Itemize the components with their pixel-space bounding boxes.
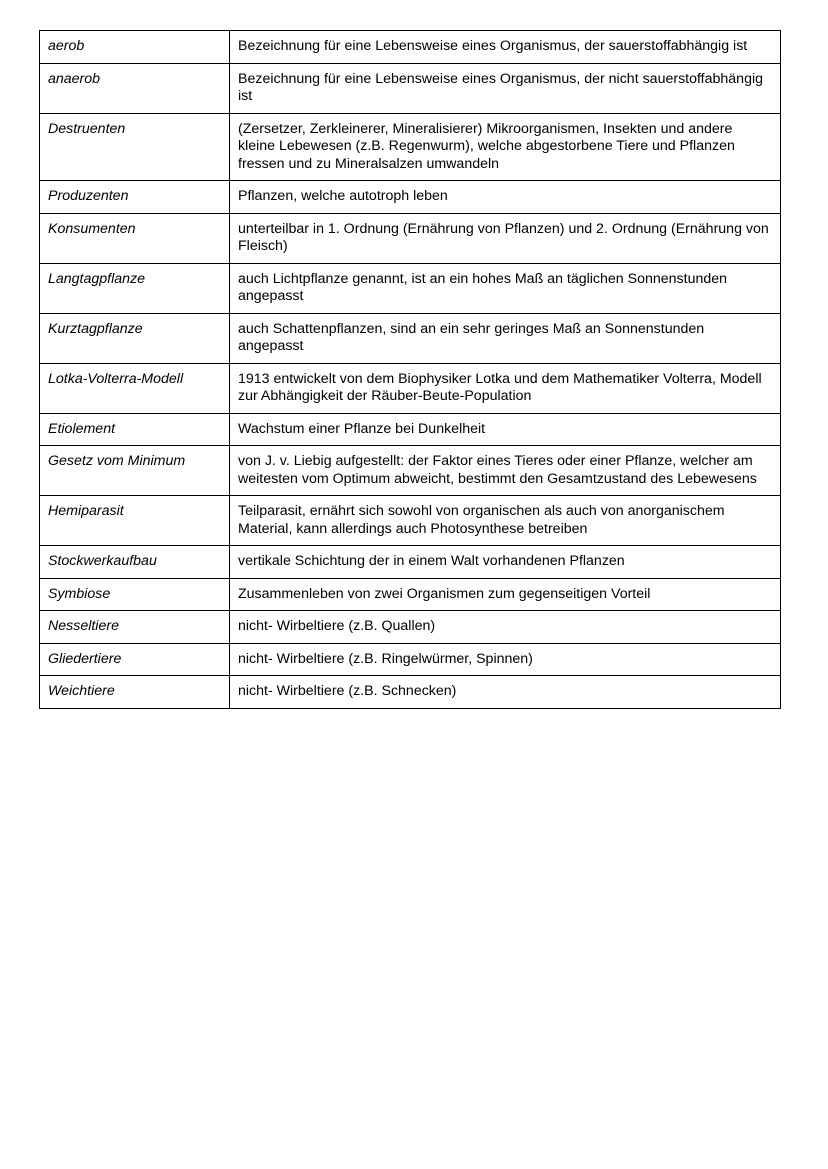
definition-cell: nicht- Wirbeltiere (z.B. Schnecken) [230,676,781,709]
table-row [40,611,781,644]
definition-cell: Bezeichnung für eine Lebensweise eines Organismus, der sauerstoffabhängig ist [230,31,781,64]
table-row [40,31,781,64]
definition-cell: Pflanzen, welche autotroph leben [230,181,781,214]
term-cell: Destruenten [40,113,230,181]
definition-cell: Teilparasit, ernährt sich sowohl von organischen als auch von anorganischem Material, kann allerdings auch Photosynthese betreiben [230,496,781,546]
definition-cell: nicht- Wirbeltiere (z.B. Ringelwürmer, Spinnen) [230,643,781,676]
table-row [40,546,781,579]
term-cell: Kurztagpflanze [40,313,230,363]
term-cell: anaerob [40,63,230,113]
term-cell: Gliedertiere [40,643,230,676]
term-cell: Stockwerkaufbau [40,546,230,579]
term-cell: Lotka-Volterra-Modell [40,363,230,413]
definition-cell: Zusammenleben von zwei Organismen zum gegenseitigen Vorteil [230,578,781,611]
term-cell: Etiolement [40,413,230,446]
term-cell: Produzenten [40,181,230,214]
definition-cell: (Zersetzer, Zerkleinerer, Mineralisierer) Mikroorganismen, Insekten und andere kleine Lebewesen (z.B. Regenwurm), welche abgestorbene Tiere und Pflanzen fressen und zu Mineralsalzen umwandeln [230,113,781,181]
definition-cell: nicht- Wirbeltiere (z.B. Quallen) [230,611,781,644]
term-cell: aerob [40,31,230,64]
definition-cell: vertikale Schichtung der in einem Walt vorhandenen Pflanzen [230,546,781,579]
table-row [40,496,781,546]
definition-cell: von J. v. Liebig aufgestellt: der Faktor eines Tieres oder einer Pflanze, welcher am weitesten vom Optimum abweicht, bestimmt den Gesamtzustand des Lebewesens [230,446,781,496]
table-row [40,213,781,263]
term-cell: Konsumenten [40,213,230,263]
table-row [40,263,781,313]
definition-cell: 1913 entwickelt von dem Biophysiker Lotka und dem Mathematiker Volterra, Modell zur Abhängigkeit der Räuber-Beute-Population [230,363,781,413]
definition-cell: auch Schattenpflanzen, sind an ein sehr geringes Maß an Sonnenstunden angepasst [230,313,781,363]
glossary-table [39,30,781,709]
table-row [40,363,781,413]
term-cell: Symbiose [40,578,230,611]
table-row [40,181,781,214]
term-cell: Hemiparasit [40,496,230,546]
term-cell: Weichtiere [40,676,230,709]
definition-cell: auch Lichtpflanze genannt, ist an ein hohes Maß an täglichen Sonnenstunden angepasst [230,263,781,313]
table-row [40,413,781,446]
document-page [39,30,781,709]
table-row [40,676,781,709]
table-row [40,63,781,113]
table-row [40,313,781,363]
table-row [40,446,781,496]
table-row [40,113,781,181]
definition-cell: Wachstum einer Pflanze bei Dunkelheit [230,413,781,446]
definition-cell: Bezeichnung für eine Lebensweise eines Organismus, der nicht sauerstoffabhängig ist [230,63,781,113]
table-row [40,578,781,611]
term-cell: Gesetz vom Minimum [40,446,230,496]
term-cell: Langtagpflanze [40,263,230,313]
definition-cell: unterteilbar in 1. Ordnung (Ernährung von Pflanzen) und 2. Ordnung (Ernährung von Fleisch) [230,213,781,263]
table-row [40,643,781,676]
term-cell: Nesseltiere [40,611,230,644]
